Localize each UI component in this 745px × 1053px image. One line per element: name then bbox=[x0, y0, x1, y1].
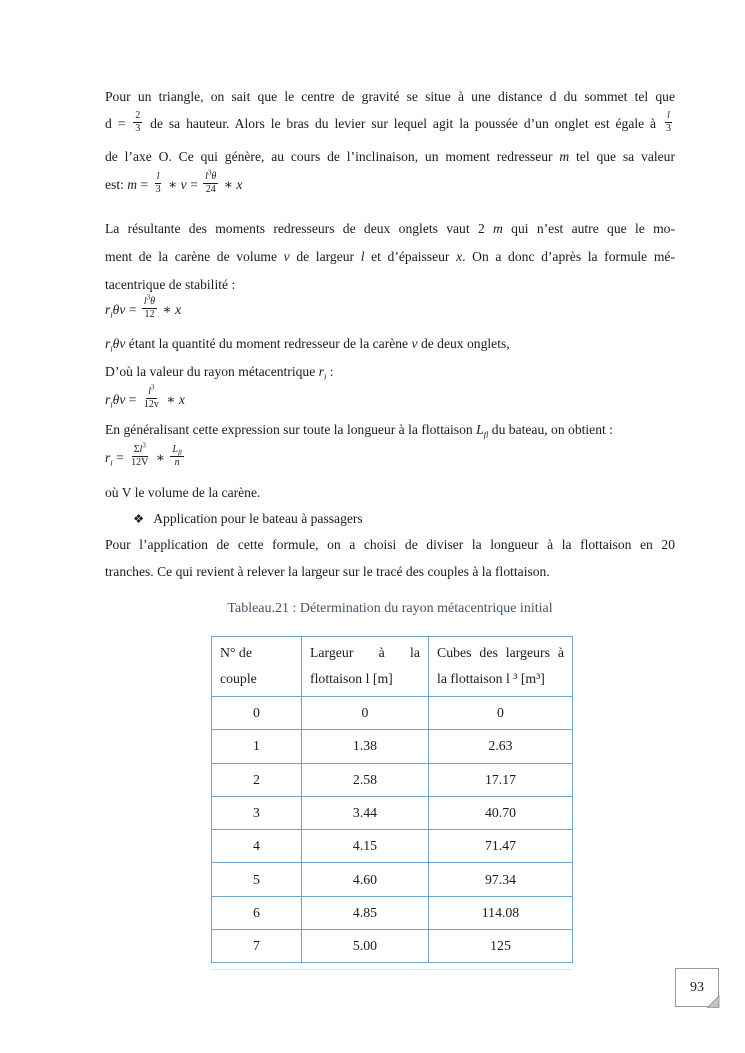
paragraph3-line: $r_i\theta v$ étant la quantité du moment redresseur de la carène v de deux onglets, bbox=[105, 336, 510, 354]
header-line: flottaison l [m] bbox=[310, 671, 393, 686]
formula-metacentrique: $r_i\theta v$ = $\frac{l^3\theta}{12}$ ∗ x bbox=[105, 293, 182, 321]
table-cell: 2.63 bbox=[429, 730, 573, 763]
table-continuation-line bbox=[211, 969, 572, 970]
table-cell: 17.17 bbox=[429, 763, 573, 796]
page-number-badge bbox=[675, 968, 719, 1007]
formula-rayon-metacentrique: $r_i\theta v$ = $\frac{l^3}{12v}$ ∗ x bbox=[105, 383, 185, 411]
page-number: 93 bbox=[690, 979, 704, 995]
table-row bbox=[212, 730, 573, 763]
header-line: Cubes des largeurs à bbox=[437, 645, 564, 660]
folded-corner-icon bbox=[706, 994, 721, 1009]
table-cell: 4.60 bbox=[302, 863, 429, 896]
table-cell: 5 bbox=[212, 863, 302, 896]
table-row bbox=[212, 830, 573, 863]
paragraph8-line2: tranches. Ce qui revient à relever la largeur sur le tracé des couples à la flottaison. bbox=[105, 564, 550, 579]
table-cell: 40.70 bbox=[429, 796, 573, 829]
table-cell: 0 bbox=[429, 697, 573, 730]
table-cell: 4.15 bbox=[302, 830, 429, 863]
paragraph2-line3: tacentrique de stabilité : bbox=[105, 277, 236, 292]
header-line: N° de bbox=[220, 645, 252, 660]
table-cell: 4.85 bbox=[302, 896, 429, 929]
table-cell: 125 bbox=[429, 930, 573, 963]
table-row bbox=[212, 863, 573, 896]
table-row bbox=[212, 896, 573, 929]
table-cell: 4 bbox=[212, 830, 302, 863]
table-cell: 97.34 bbox=[429, 863, 573, 896]
table-row bbox=[212, 697, 573, 730]
table-cell: 0 bbox=[212, 697, 302, 730]
table-row bbox=[212, 796, 573, 829]
paragraph4-line: D’où la valeur du rayon métacentrique $r_i$ : bbox=[105, 364, 334, 382]
header-line: couple bbox=[220, 671, 257, 686]
table-cell: 2 bbox=[212, 763, 302, 796]
header-line: Largeur à la bbox=[310, 645, 420, 660]
bullet-application-text: Application pour le bateau à passagers bbox=[153, 511, 363, 526]
table-cell: 6 bbox=[212, 896, 302, 929]
table-cell: 114.08 bbox=[429, 896, 573, 929]
paragraph5-line: En généralisant cette expression sur toute la longueur à la flottaison $L_{fl}$ du bateau, on obtient : bbox=[105, 422, 613, 440]
header-couple-number bbox=[212, 637, 302, 697]
formula-rayon-generalise: $r_i$ = $\frac{\Sigma l^3}{12V}$ ∗ $\frac{L_{fl}}{n}$ bbox=[105, 441, 182, 469]
paragraph1-line1: Pour un triangle, on sait que le centre de gravité se situe à une distance d du sommet tel que bbox=[105, 89, 675, 104]
header-largeur-flottaison bbox=[302, 637, 429, 697]
table-cell: 3 bbox=[212, 796, 302, 829]
table-cell: 7 bbox=[212, 930, 302, 963]
formula-moment-redresseur: est: m = $\frac{l}{3}$ ∗ v = $\frac{l^3\theta}{24}$ ∗ x bbox=[105, 168, 243, 196]
paragraph1-line2: d = $\frac{2}{3}$ de sa hauteur. Alors le bras du levier sur lequel agit la poussée d’un onglet est égale à $\frac{l}{3}$ bbox=[105, 109, 671, 135]
table-row bbox=[212, 763, 573, 796]
bullet-application-line bbox=[105, 505, 675, 533]
header-line: la flottaison l ³ [m³] bbox=[437, 671, 545, 686]
diamond-bullet-icon: ❖ bbox=[133, 512, 145, 526]
paragraph1-line3: de l’axe O. Ce qui génère, au cours de l’inclinaison, un moment redresseur m tel que sa valeur bbox=[105, 149, 675, 164]
table-header-row bbox=[212, 637, 573, 697]
table-row bbox=[212, 930, 573, 963]
paragraph6-line: où V le volume de la carène. bbox=[105, 485, 261, 500]
table-body bbox=[212, 697, 573, 963]
table-cell: 0 bbox=[302, 697, 429, 730]
table-cell: 5.00 bbox=[302, 930, 429, 963]
paragraph8-line1: Pour l’application de cette formule, on a choisi de diviser la longueur à la flottaison en 20 bbox=[105, 537, 675, 552]
table-cell: 3.44 bbox=[302, 796, 429, 829]
table-cell: 1.38 bbox=[302, 730, 429, 763]
table-caption: Tableau.21 : Détermination du rayon métacentrique initial bbox=[227, 601, 553, 616]
paragraph2-line1: La résultante des moments redresseurs de deux onglets vaut 2 m qui n’est autre que le mo- bbox=[105, 221, 675, 236]
header-cubes-largeurs bbox=[429, 637, 573, 697]
paragraph2-line2: ment de la carène de volume v de largeur l et d’épaisseur x. On a donc d’après la formule mé- bbox=[105, 249, 675, 264]
table-cell: 71.47 bbox=[429, 830, 573, 863]
metacentric-radius-table bbox=[211, 636, 573, 963]
table-cell: 2.58 bbox=[302, 763, 429, 796]
table-cell: 1 bbox=[212, 730, 302, 763]
